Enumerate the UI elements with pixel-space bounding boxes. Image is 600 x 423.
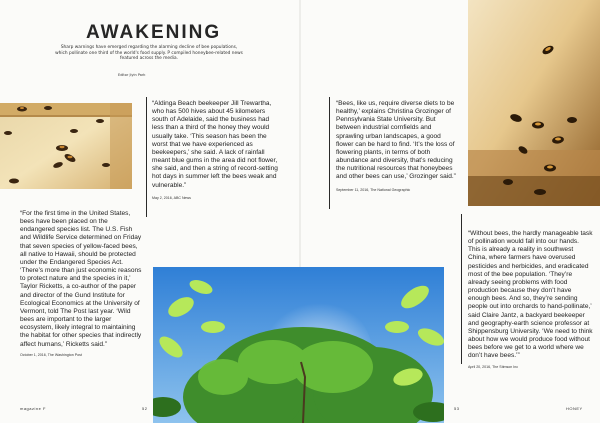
quote-2-text: “Aldinga Beach beekeeper Jill Trewartha, who has 500 hives about 45 kilometers south of Adelaide, said the business had less than a third of the honey they would usually take. ‘This season has been the worst that we have experienced as beekeepers,’ she said. A lack of rainfall meant blue gums in the area did not flower, she said, and then a string of record-setting hot days in summer left the bees weak and vulnerable.” — [152, 100, 278, 189]
article-quote-1 — [20, 210, 142, 357]
page-title: AWAKENING — [86, 22, 222, 43]
footer-magazine-name: magazine F — [20, 406, 46, 411]
footer-page-number-right: 53 — [454, 406, 460, 411]
quote-4-credit: April 20, 2016, The Stimson Inc — [468, 364, 519, 369]
bees-on-frame-photo — [0, 103, 132, 189]
quote-2-credit: May 2, 2016, ABC News — [152, 195, 191, 200]
article-quote-2 — [152, 100, 282, 200]
quote-4-text: “Without bees, the hardly manageable task of pollination would fall into our hands. This is already a reality in southwest China, where farmers have overused pesticides and herbicides, and eradicated most of the bee population. ‘They’re already seeing problems with food production because they don’t have enough bees. And so, they’re sending people out into orchards to hand-pollinate,’ said Claire Jantz, a backyard beekeeper and geography-earth science professor at Shippensburg University. ‘We need to think about how we would produce food without bees before we get to a world where we don’t have bees.’” — [468, 230, 593, 360]
footer-section-name: HONEY — [566, 406, 583, 411]
byline: Editor Jiyin Park — [118, 73, 146, 77]
quote-3-credit: September 11, 2016, The National Geographic — [336, 187, 411, 192]
quote-3-text: “Bees, like us, require diverse diets to be healthy,’ explains Christina Grozinger of Pennsylvania State University. But between industrial cornfields and sprawling urban landscapes, a good flower can be hard to find. ‘It’s the loss of flowering plants, in terms of both abundance and diversity, that’s reducing the nutritional resources that honeybees and other bees can use,’ Grozinger said.” — [336, 100, 456, 181]
tree-canopy-photo — [153, 267, 444, 423]
intro-paragraph: Sharp warnings have emerged regarding the alarming decline of bee populations, which pollinate one third of the world's food supply. P compiled honeybee-related news featured across the media. — [55, 45, 243, 62]
column-divider-middle — [329, 97, 330, 209]
quote-1-credit: October 1, 2016, The Washington Post — [20, 352, 82, 357]
column-divider-left — [146, 97, 147, 217]
quote-1-text: “For the first time in the United States, bees have been placed on the endangered species list. The U.S. Fish and Wildlife Service determined on Friday that seven species of yellow-faced bees, all native to Hawaii, should be protected under the Endangered Species Act. ‘There’s more than just economic reasons to protect nature and the species in it,’ Taylor Ricketts, a co-author of the paper and director of the Gund Institute for Ecological Economics at the University of Vermont, told The Post last year. ‘Wild bees are important to the larger ecosystem, likely integral to maintaining the habitat for other species that indirectly affect humans,’ Ricketts said.” — [20, 210, 142, 348]
article-quote-4 — [468, 230, 593, 369]
bees-at-hive-photo — [468, 0, 600, 206]
column-divider-right — [461, 214, 462, 364]
article-quote-3 — [336, 100, 458, 192]
footer-page-number-left: 52 — [142, 406, 148, 411]
